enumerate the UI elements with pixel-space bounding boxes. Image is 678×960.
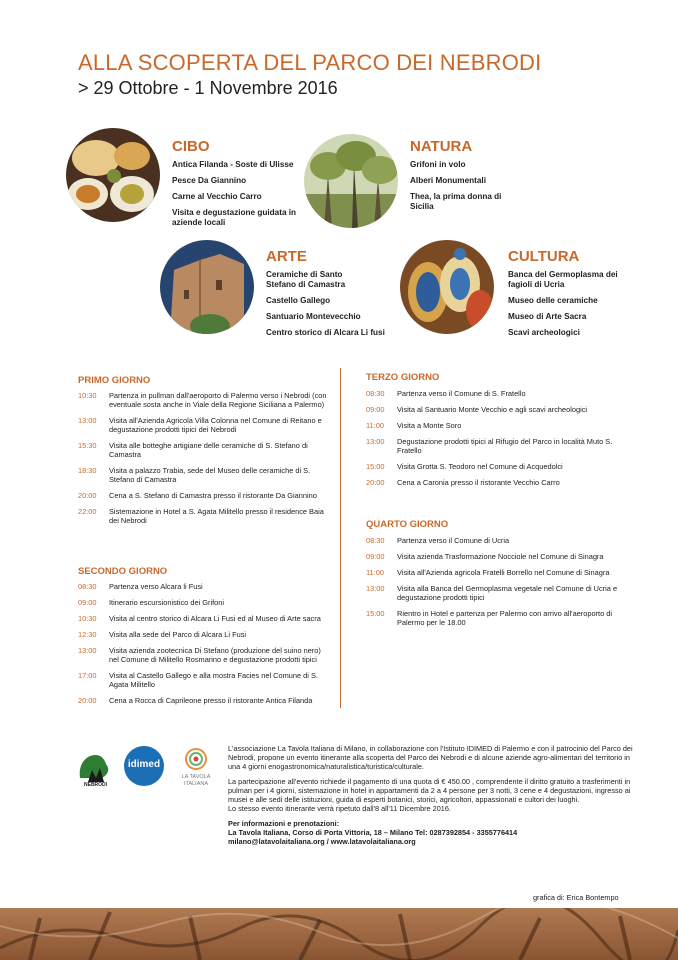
schedule-item: 09:00 Itinerario escursionistico dei Grifoni xyxy=(78,598,225,607)
tavola-logo-text-1: LA TAVOLA xyxy=(181,774,211,780)
arte-photo xyxy=(160,240,254,334)
event-dates: > 29 Ottobre - 1 Novembre 2016 xyxy=(78,78,338,98)
nebrodi-logo-text: NEBRODI xyxy=(84,782,108,788)
footer-description xyxy=(228,744,633,846)
fee-paragraph: La partecipazione all'evento richiede il pagamento di una quota di € 450.00 , comprendente il diritto gratuito a trasferimenti in pulman per i 4 giorni, sistemazione in hotel in appartamenti da 2 a 4 persone per 3 notti, 3 cene e 4 degustazioni, ingresso ai musei e alle sedi delle istituzioni, guida di esperti botanici, storici, agricoltori, appassionati e cultori dei luoghi. xyxy=(228,777,631,804)
list-item: Carne al Vecchio Carro xyxy=(172,192,262,201)
column-divider xyxy=(340,368,341,708)
bottom-photo-band xyxy=(0,908,678,960)
schedule-item: 12:30 Visita alla sede del Parco di Alcara Li Fusi xyxy=(78,630,247,639)
schedule-item: 18:30 Visita a palazzo Trabia, sede del Museo delle ceramiche di S. Stefano di Camastra xyxy=(78,466,311,484)
primo-giorno-events xyxy=(78,391,330,532)
schedule-item: 11:00 Visita a Monte Soro xyxy=(366,421,462,430)
schedule-item: 09:00 Visita al Santuario Monte Vecchio e agli scavi archeologici xyxy=(366,405,588,414)
info-address: La Tavola Italiana, Corso di Porta Vittoria, 18 – Milano Tel: 0287392854 - 3355776414 xyxy=(228,828,518,837)
cibo-title: CIBO xyxy=(172,138,210,155)
quarto-giorno-events xyxy=(366,536,634,634)
schedule-item: 20:00 Cena a S. Stefano di Camastra presso il ristorante Da Giannino xyxy=(78,491,317,500)
cultura-list xyxy=(508,270,626,344)
cultura-title: CULTURA xyxy=(508,248,580,265)
terzo-giorno-events xyxy=(366,389,634,494)
schedule-item: 15:00 Rientro in Hotel e partenza per Palermo con arrivo all'aeroporto di Palermo per le 18.00 xyxy=(366,609,613,627)
natura-list xyxy=(410,160,510,218)
repeat-paragraph: Lo stesso evento itinerante verrà ripetuto dall'8 all'11 Dicembre 2016. xyxy=(228,804,451,813)
schedule-item: 11:00 Visita all'Azienda agricola Fratelli Borrello nel Comune di Sinagra xyxy=(366,568,610,577)
list-item: Centro storico di Alcara Li fusi xyxy=(266,328,385,337)
arte-title: ARTE xyxy=(266,248,307,265)
quarto-giorno-title: QUARTO GIORNO xyxy=(366,519,449,530)
info-title: Per informazioni e prenotazioni: xyxy=(228,819,340,828)
list-item: Museo di Arte Sacra xyxy=(508,312,587,321)
schedule-item: 10:30 Partenza in pullman dall'aeroporto di Palermo verso i Nebrodi (con eventuale sosta anche in Viale della Regione Siciliana a Palermo) xyxy=(78,391,327,409)
intro-paragraph: L'associazione La Tavola Italiana di Milano, in collaborazione con l'Istituto IDIMED di Palermo e con il patrocinio del Parco dei Nebrodi, propone un evento itinerante alla scoperta del Parco dei Nebrodi e di alcune aziende agro-alimentari del territorio in una 4 giorni enogastronomica/naturalistica/turistica/culturale. xyxy=(228,744,633,771)
list-item: Scavi archeologici xyxy=(508,328,580,337)
schedule-item: 13:00 Visita all'Azienda Agricola Villa Colonna nel Comune di Reitano e degustazione prodotti tipici dei Nebrodi xyxy=(78,416,322,434)
schedule-item: 13:00 Degustazione prodotti tipici al Rifugio del Parco in località Muto S. Fratello xyxy=(366,437,613,455)
info-email[interactable]: milano@latavolaitaliana.org / www.latavolaitaliana.org xyxy=(228,837,416,846)
natura-photo xyxy=(304,134,398,228)
schedule-item: 20:00 Cena a Rocca di Caprileone presso il ristorante Antica Filanda xyxy=(78,696,313,705)
cibo-list xyxy=(172,160,300,234)
list-item: Santuario Montevecchio xyxy=(266,312,361,321)
idimed-logo xyxy=(124,746,164,786)
graphic-credit: grafica di: Erica Bontempo xyxy=(533,893,619,902)
schedule-item: 15:00 Visita Grotta S. Teodoro nel Comune di Acquedolci xyxy=(366,462,563,471)
arte-list xyxy=(266,270,394,344)
list-item: Visita e degustazione guidata in aziende locali xyxy=(172,208,297,227)
list-item: Alberi Monumentali xyxy=(410,176,486,185)
schedule-item: 08:30 Partenza verso il Comune di S. Fratello xyxy=(366,389,526,398)
schedule-item: 13:00 Visita alla Banca del Germoplasma vegetale nel Comune di Ucria e degustazione prodotti tipici xyxy=(366,584,618,602)
natura-title: NATURA xyxy=(410,138,473,155)
page-title: ALLA SCOPERTA DEL PARCO DEI NEBRODI xyxy=(78,50,542,75)
cultura-photo xyxy=(400,240,494,334)
schedule-item: 15:30 Visita alle botteghe artigiane delle ceramiche di S. Stefano di Camastra xyxy=(78,441,308,459)
primo-giorno-title: PRIMO GIORNO xyxy=(78,375,151,386)
schedule-item: 20:00 Cena a Caronia presso il ristorante Vecchio Carro xyxy=(366,478,560,487)
list-item: Grifoni in volo xyxy=(410,160,466,169)
list-item: Antica Filanda - Soste di Ulisse xyxy=(172,160,294,169)
list-item: Ceramiche di Santo Stefano di Camastra xyxy=(266,270,346,289)
idimed-logo-text: idimed xyxy=(127,759,161,770)
schedule-item: 10:30 Visita al centro storico di Alcara Li Fusi ed al Museo di Arte sacra xyxy=(78,614,321,623)
nebrodi-logo xyxy=(72,748,116,792)
list-item: Pesce Da Giannino xyxy=(172,176,247,185)
schedule-item: 08:30 Partenza verso il Comune di Ucria xyxy=(366,536,510,545)
list-item: Banca del Germoplasma dei fagioli di Ucria xyxy=(508,270,618,289)
schedule-item: 13:00 Visita azienda zootecnica Di Stefano (produzione del suino nero) nel Comune di Militello Rosmarino e degustazione prodotti tipici xyxy=(78,646,321,664)
cibo-photo xyxy=(66,128,160,222)
schedule-item: 09:00 Visita azienda Trasformazione Nocciole nel Comune di Sinagra xyxy=(366,552,604,561)
schedule-item: 08:30 Partenza verso Alcara li Fusi xyxy=(78,582,203,591)
secondo-giorno-events xyxy=(78,582,330,712)
tavola-italiana-logo xyxy=(174,746,218,794)
tavola-logo-text-2: ITALIANA xyxy=(183,781,209,787)
secondo-giorno-title: SECONDO GIORNO xyxy=(78,566,168,577)
schedule-item: 22:00 Sistemazione in Hotel a S. Agata Militello presso il residence Baia dei Nebrodi xyxy=(78,507,324,525)
list-item: Museo delle ceramiche xyxy=(508,296,598,305)
schedule-item: 17:00 Visita al Castello Gallego e alla mostra Facies nel Comune di S. Agata Militello xyxy=(78,671,318,689)
terzo-giorno-title: TERZO GIORNO xyxy=(366,372,440,383)
list-item: Thea, la prima donna di Sicilia xyxy=(410,192,502,211)
list-item: Castello Gallego xyxy=(266,296,331,305)
